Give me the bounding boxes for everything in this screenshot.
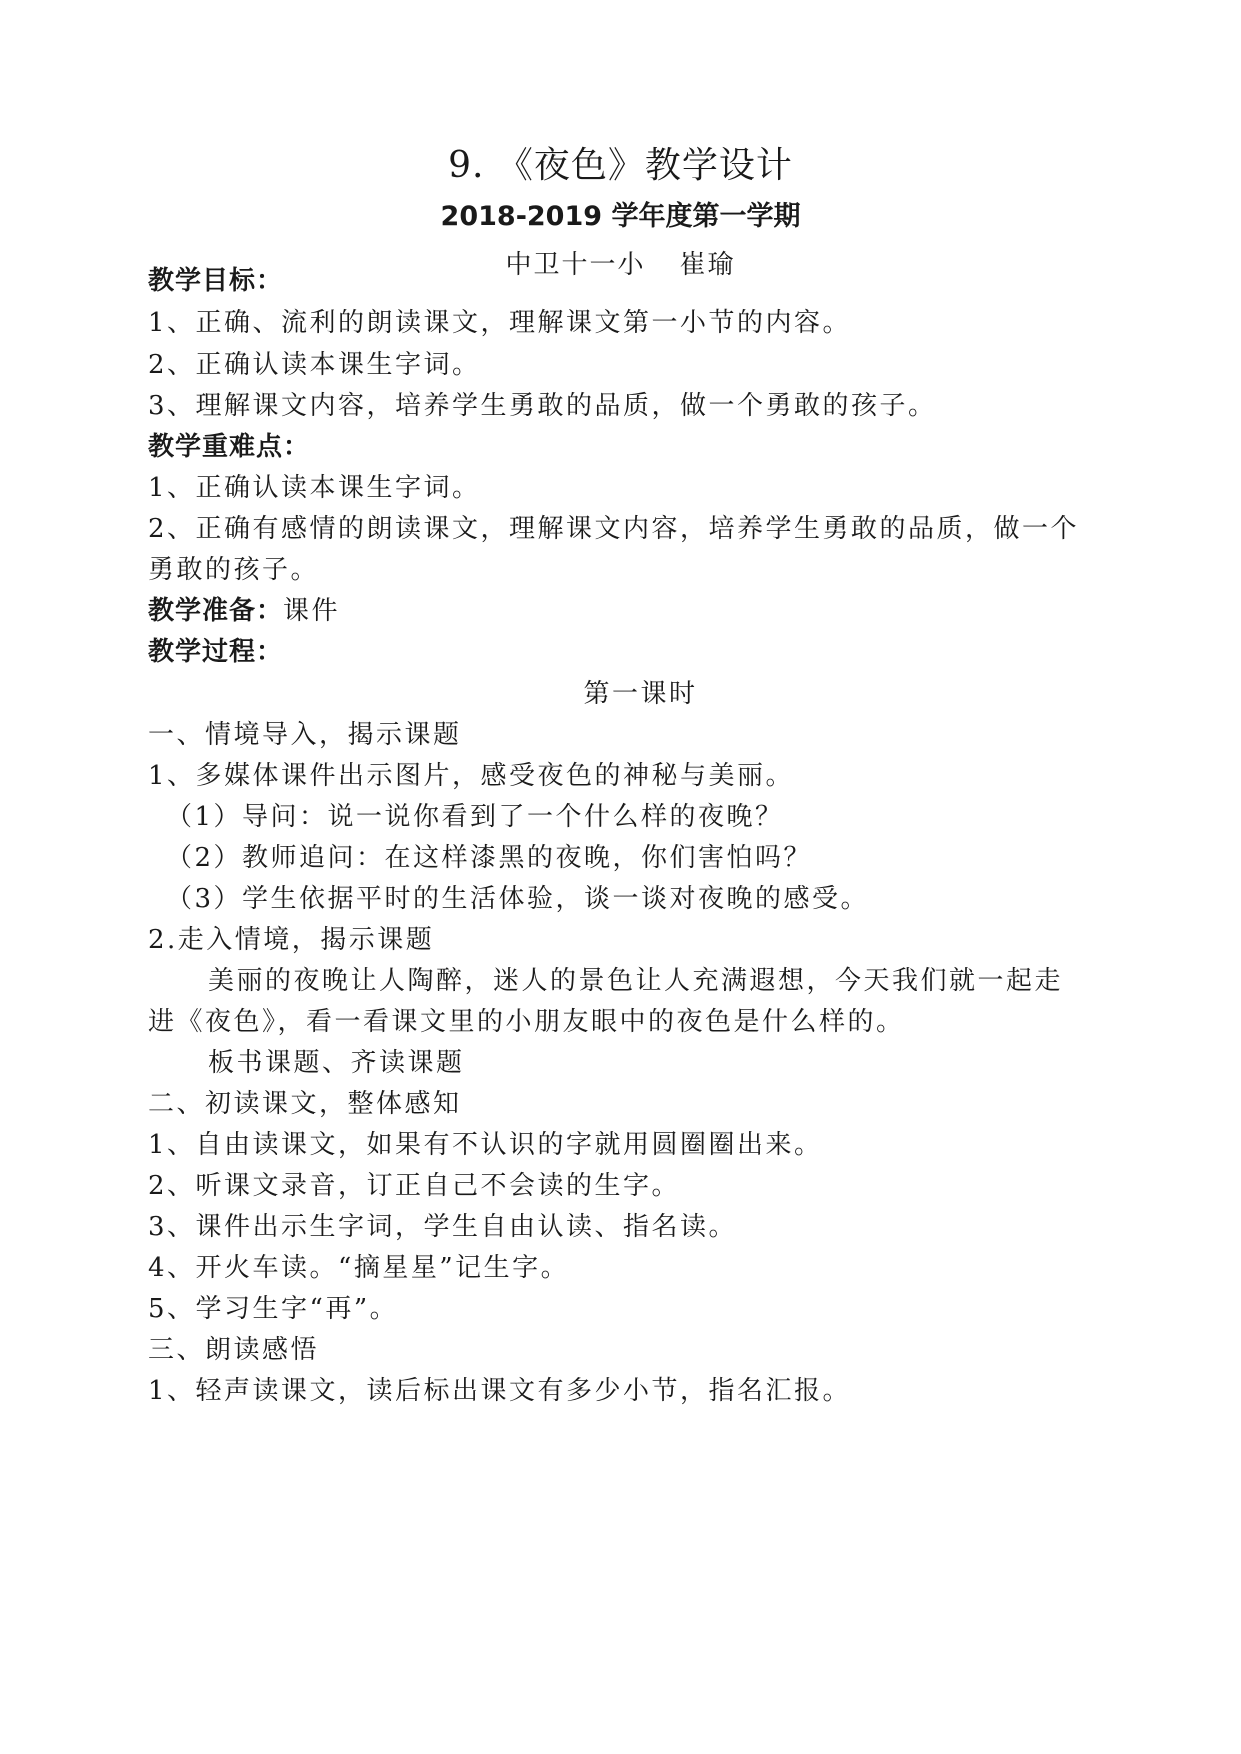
objective-item: 1、正确、流利的朗读课文，理解课文第一小节的内容。 — [148, 308, 852, 338]
key-point-item: 勇敢的孩子。 — [148, 555, 320, 585]
objective-item: 3、理解课文内容，培养学生勇敢的品质，做一个勇敢的孩子。 — [148, 391, 937, 421]
teacher-name: 崔瑜 — [679, 250, 736, 280]
step-item: 1、自由读课文，如果有不认识的字就用圆圈圈出来。 — [148, 1130, 823, 1160]
step-item: 1、轻声读课文，读后标出课文有多少小节，指名汇报。 — [148, 1376, 852, 1406]
section-title: 三、朗读感悟 — [148, 1335, 320, 1365]
section-title: 一、情境导入，揭示课题 — [148, 720, 462, 750]
preparation-heading: 教学准备： — [148, 596, 284, 626]
paragraph-line: 美丽的夜晚让人陶醉，迷人的景色让人充满遐想，今天我们就一起走 — [208, 966, 1064, 996]
step-item: 5、学习生字“再”。 — [148, 1294, 399, 1324]
preparation-line — [148, 592, 1098, 630]
preparation-value: 课件 — [283, 596, 341, 626]
process-heading: 教学过程： — [148, 637, 284, 667]
step-item: 2.走入情境，揭示课题 — [148, 925, 435, 955]
key-points-heading: 教学重难点： — [148, 432, 311, 462]
objectives-heading: 教学目标： — [148, 266, 284, 296]
sub-step-item: （2）教师追问：在这样漆黑的夜晚，你们害怕吗？ — [166, 843, 813, 873]
key-point-item: 2、正确有感情的朗读课文，理解课文内容，培养学生勇敢的品质，做一个 — [148, 514, 1080, 544]
key-point-item: 1、正确认读本课生字词。 — [148, 473, 481, 503]
section-title: 二、初读课文，整体感知 — [148, 1089, 462, 1119]
sub-step-item: （1）导问：说一说你看到了一个什么样的夜晚？ — [166, 802, 784, 832]
board-note: 板书课题、齐读课题 — [208, 1048, 465, 1078]
lesson-title: 第一课时 — [583, 679, 698, 709]
term-line: 2018-2019 学年度第一学期 — [440, 201, 801, 232]
step-item: 1、多媒体课件出示图片，感受夜色的神秘与美丽。 — [148, 761, 795, 791]
sub-step-item: （3）学生依据平时的生活体验，谈一谈对夜晚的感受。 — [166, 884, 870, 914]
step-item: 4、开火车读。“摘星星”记生字。 — [148, 1253, 570, 1283]
paragraph-line: 进《夜色》，看一看课文里的小朋友眼中的夜色是什么样的。 — [148, 1007, 905, 1037]
school-name: 中卫十一小 — [505, 250, 646, 280]
step-item: 3、课件出示生字词，学生自由认读、指名读。 — [148, 1212, 738, 1242]
step-item: 2、听课文录音，订正自己不会读的生字。 — [148, 1171, 681, 1201]
objective-item: 2、正确认读本课生字词。 — [148, 350, 481, 380]
document-title: 9. 《夜色》教学设计 — [448, 145, 793, 186]
